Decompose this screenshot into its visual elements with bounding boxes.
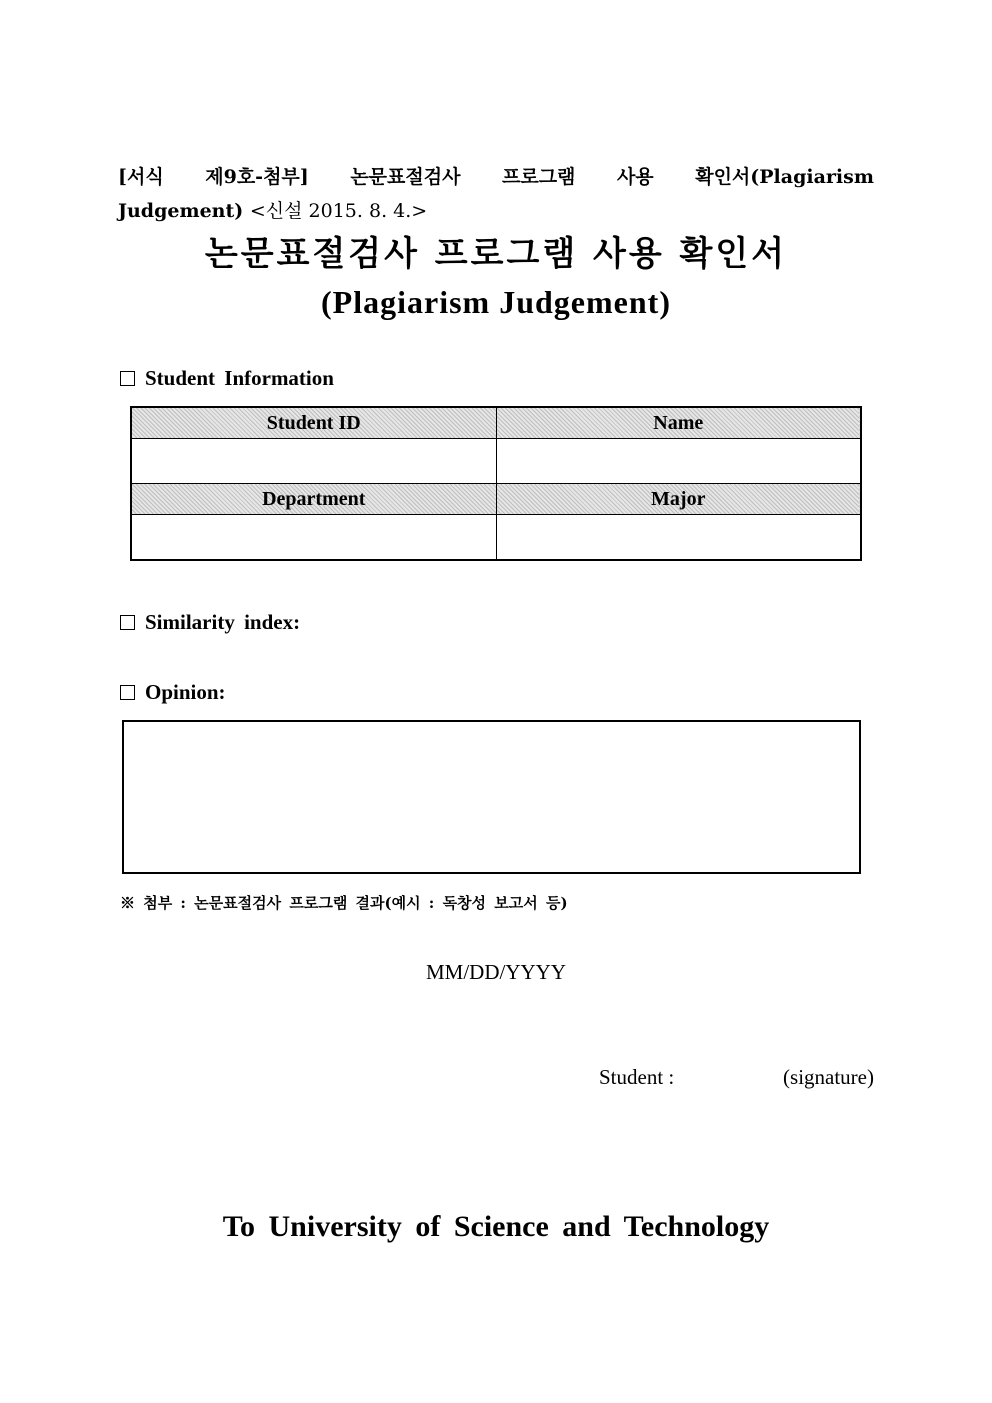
table-input-row (131, 515, 861, 561)
form-reference-line-2 (118, 194, 874, 228)
name-header: Name (496, 407, 861, 439)
attachment-note: ※ 첨부 : 논문표절검사 프로그램 결과(예시 : 독창성 보고서 등) (120, 894, 568, 912)
footer-recipient: To University of Science and Technology (222, 1210, 770, 1243)
form-ref-segment: 확인서(Plagiarism (695, 166, 874, 188)
student-id-field[interactable] (131, 439, 496, 484)
similarity-heading-label: Similarity index: (145, 610, 301, 634)
student-id-header: Student ID (131, 407, 496, 439)
department-header: Department (131, 484, 496, 515)
form-ref-segment: [서식 (118, 166, 164, 188)
student-info-heading-label: Student Information (145, 366, 334, 390)
student-info-heading (120, 366, 334, 391)
signature-field[interactable]: (signature) (783, 1065, 874, 1089)
similarity-heading (120, 610, 300, 635)
form-reference (118, 160, 874, 228)
form-reference-line-1 (118, 160, 874, 194)
major-field[interactable] (496, 515, 861, 561)
checkbox-icon[interactable] (120, 371, 135, 386)
name-field[interactable] (496, 439, 861, 484)
form-ref-line2: Judgement) (118, 200, 244, 222)
page-title-korean: 논문표절검사 프로그램 사용 확인서 (204, 234, 788, 274)
form-ref-segment: 제9호-첨부] (205, 166, 309, 188)
table-header-row (131, 484, 861, 515)
form-ref-segment: 사용 (616, 166, 654, 188)
form-ref-segment: 논문표절검사 (350, 166, 461, 188)
form-ref-segment: 프로그램 (501, 166, 576, 188)
page-title-english: (Plagiarism Judgement) (321, 284, 671, 320)
date-field[interactable]: MM/DD/YYYY (425, 960, 566, 984)
major-header: Major (496, 484, 861, 515)
student-info-table (130, 406, 862, 561)
signature-label: Student : (599, 1065, 675, 1089)
table-input-row (131, 439, 861, 484)
checkbox-icon[interactable] (120, 615, 135, 630)
opinion-field[interactable] (122, 720, 861, 874)
opinion-heading-label: Opinion: (145, 680, 226, 704)
opinion-heading (120, 680, 226, 705)
revision-date: <신설 2015. 8. 4.> (249, 200, 428, 222)
department-field[interactable] (131, 515, 496, 561)
signature-line (599, 1065, 874, 1090)
table-header-row (131, 407, 861, 439)
checkbox-icon[interactable] (120, 685, 135, 700)
